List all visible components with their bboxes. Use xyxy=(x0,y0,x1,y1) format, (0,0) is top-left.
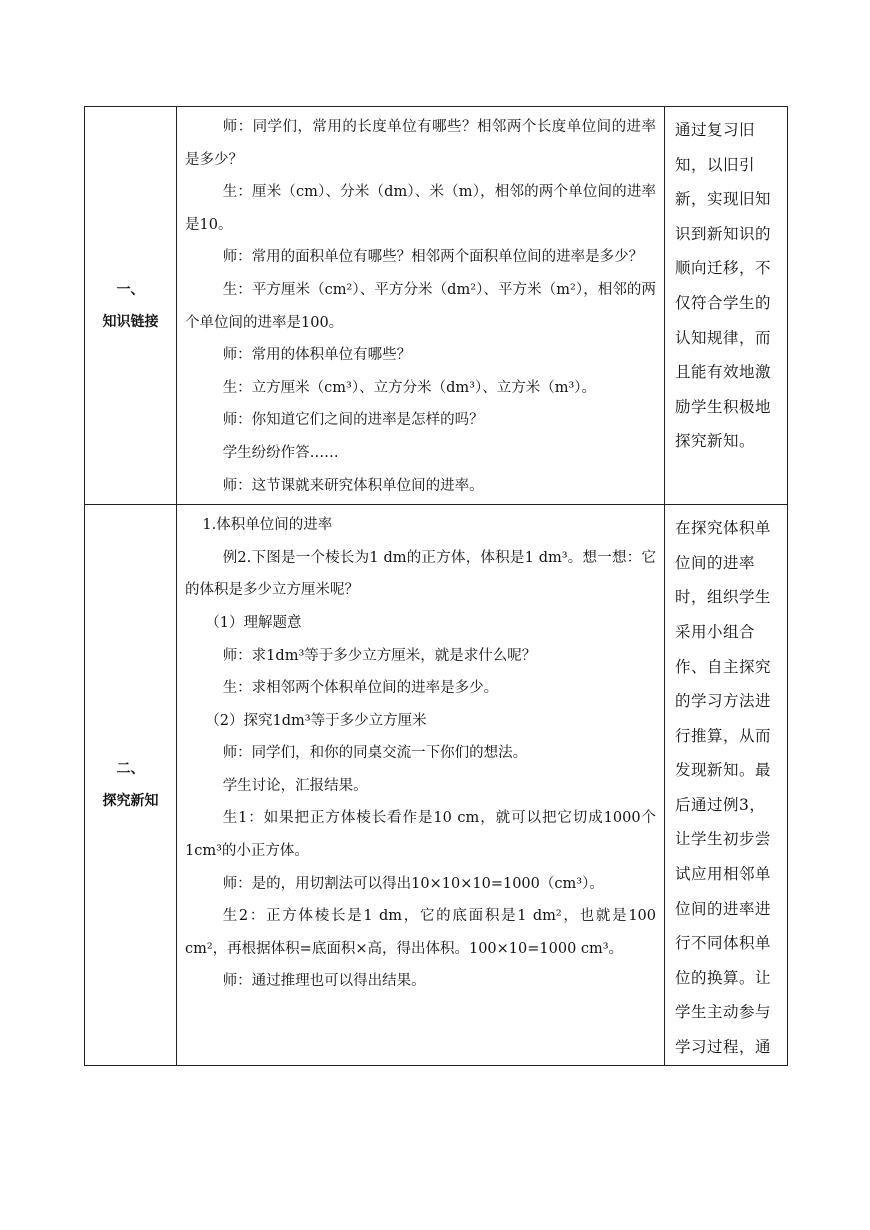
design-note-cell-1 xyxy=(665,107,788,505)
table-row-explore-new xyxy=(85,505,788,1066)
paragraph: 生：求相邻两个体积单位间的进率是多少。 xyxy=(222,680,499,697)
paragraph: 师：求1dm³等于多少立方厘米，就是求什么呢？ xyxy=(222,647,537,664)
paragraph: 师：是的，用切割法可以得出10×10×10=1000（cm³）。 xyxy=(222,875,604,892)
stage-title: 知识链接 xyxy=(102,313,159,330)
paragraph: 生：立方厘米（cm³）、立方分米（dm³）、立方米（m³）。 xyxy=(222,379,597,396)
paragraph: 生2：正方体棱长是1 dm，它的底面积是1 dm²，也就是100 cm²，再根据体积=底面积×高，得出体积。100×10=1000 cm³。 xyxy=(185,908,656,957)
sub-heading: （2）探究1dm³等于多少立方厘米 xyxy=(205,712,427,729)
paragraph: 师：同学们，常用的长度单位有哪些？相邻两个长度单位间的进率是多少？ xyxy=(185,119,656,168)
lesson-plan-table xyxy=(84,106,788,1066)
section-heading: 1.体积单位间的进率 xyxy=(202,517,333,534)
paragraph: 师：常用的体积单位有哪些？ xyxy=(222,347,412,364)
sub-heading: （1）理解题意 xyxy=(205,614,302,631)
paragraph: 学生讨论，汇报结果。 xyxy=(222,777,368,794)
stage-title: 探究新知 xyxy=(102,792,159,809)
paragraph: 例2.下图是一个棱长为1 dm的正方体，体积是1 dm³。想一想：它的体积是多少立方厘米呢？ xyxy=(185,549,656,599)
content-cell-1 xyxy=(177,107,665,505)
stage-cell-2 xyxy=(85,505,177,1066)
paragraph: 师：通过推理也可以得出结果。 xyxy=(222,973,426,990)
paragraph: 生：平方厘米（cm²）、平方分米（dm²）、平方米（m²），相邻的两个单位间的进率是100。 xyxy=(185,281,656,331)
paragraph: 师：常用的面积单位有哪些？相邻两个面积单位间的进率是多少？ xyxy=(222,249,644,266)
paragraph: 生：厘米（cm）、分米（dm）、米（m），相邻的两个单位间的进率是10。 xyxy=(185,184,656,233)
stage-number: 一、 xyxy=(116,281,145,298)
table-row-knowledge-link xyxy=(85,107,788,505)
stage-cell-1 xyxy=(85,107,177,505)
paragraph: 师：同学们，和你的同桌交流一下你们的想法。 xyxy=(222,745,528,762)
paragraph: 生1：如果把正方体棱长看作是10 cm，就可以把它切成1000个1cm³的小正方体。 xyxy=(185,810,656,860)
content-cell-2 xyxy=(177,505,665,1066)
design-note: 通过复习旧知，以旧引新，实现旧知识到新知识的顺向迁移，不仅符合学生的认知规律，而且能有效地激励学生积极地探究新知。 xyxy=(675,121,772,451)
paragraph: 师：你知道它们之间的进率是怎样的吗？ xyxy=(222,412,484,429)
paragraph: 师：这节课就来研究体积单位间的进率。 xyxy=(222,477,484,494)
stage-number: 二、 xyxy=(116,760,145,777)
design-note: 在探究体积单位间的进率时，组织学生采用小组合作、自主探究的学习方法进行推算，从而发现新知。最后通过例3，让学生初步尝试应用相邻单位间的进率进行不同体积单位的换算。让学生主动参与学习过程，通 xyxy=(675,519,772,1057)
design-note-cell-2 xyxy=(665,505,788,1066)
paragraph: 学生纷纷作答…… xyxy=(222,444,339,461)
